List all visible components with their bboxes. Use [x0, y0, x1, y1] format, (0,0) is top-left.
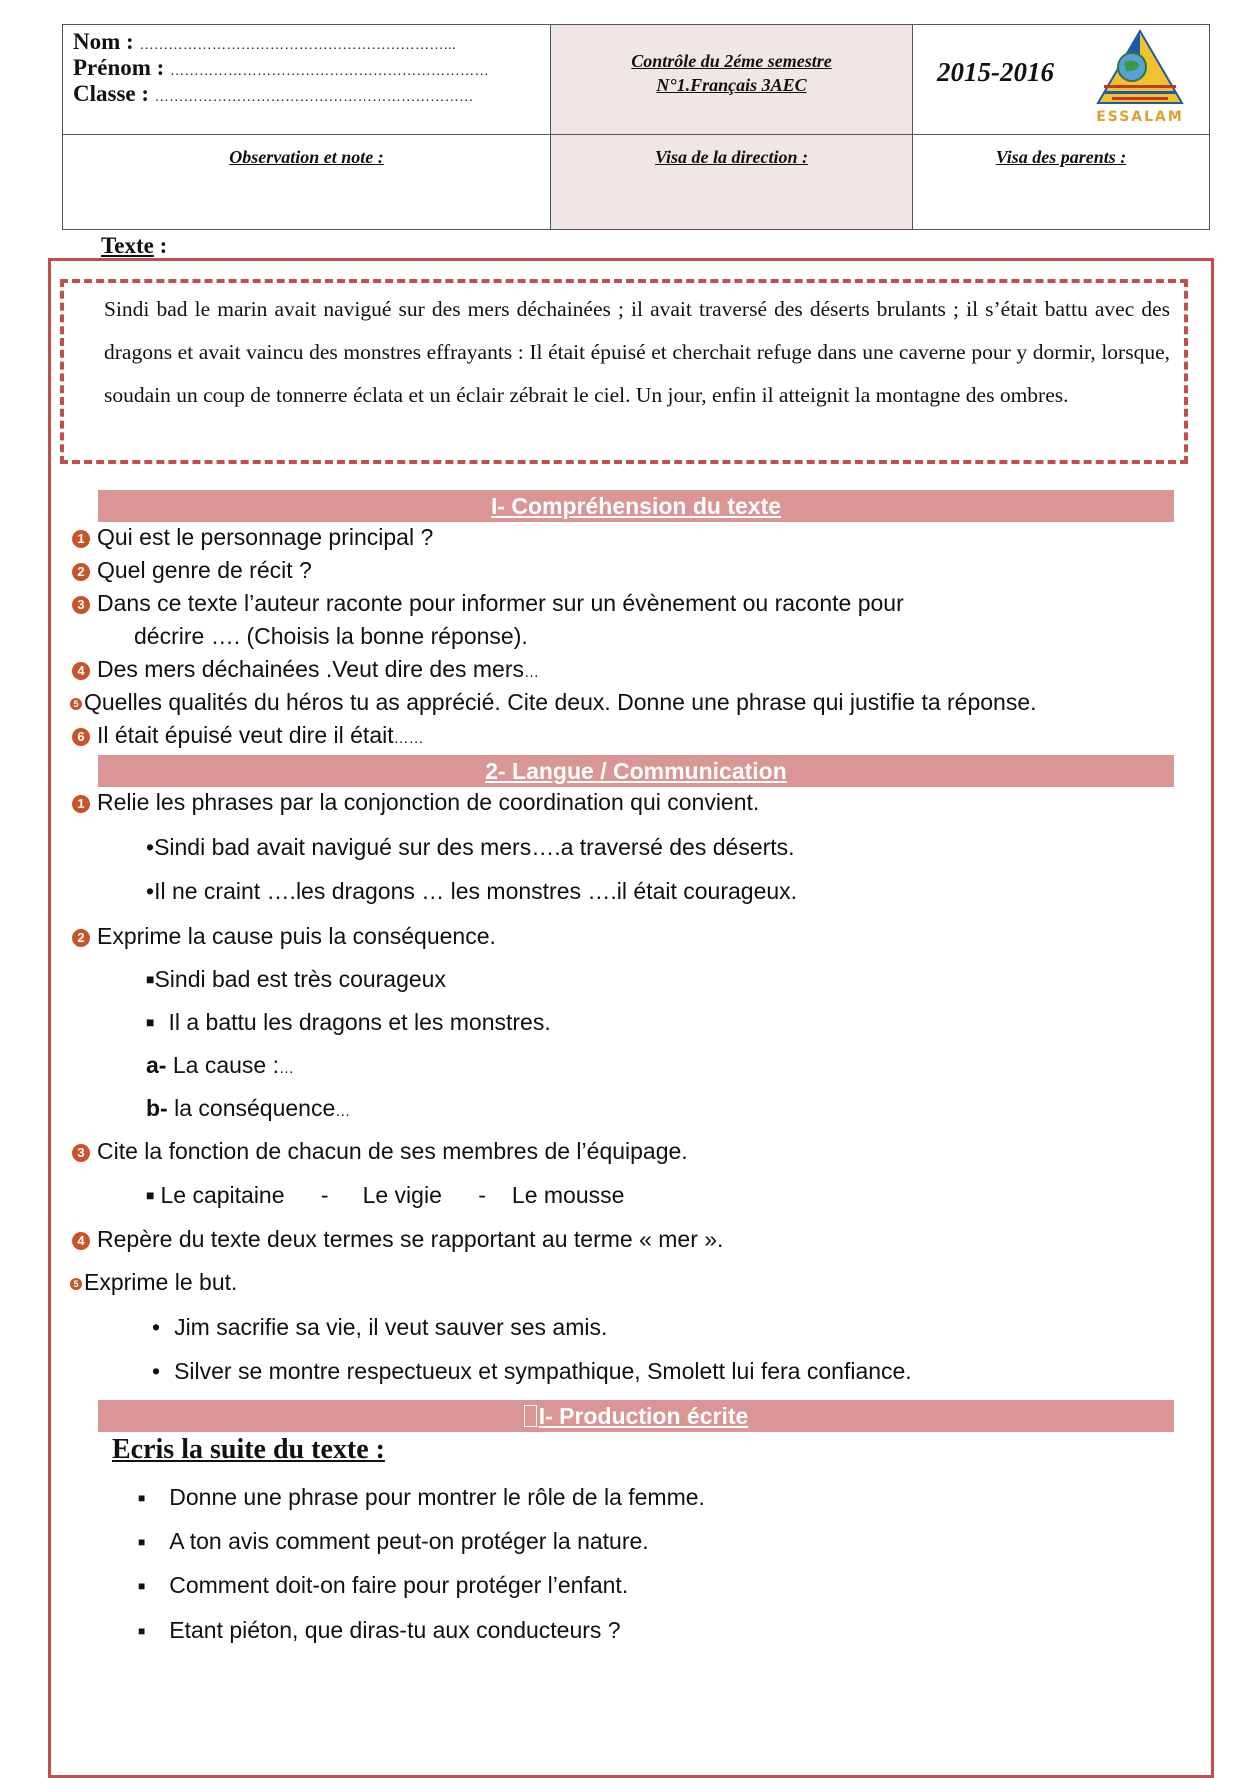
prenom-label: Prénom : [73, 55, 165, 80]
question-2-3 [72, 1138, 688, 1165]
nom-label: Nom : [73, 29, 134, 54]
writing-item-1 [138, 1484, 705, 1511]
writing-item-2 [138, 1528, 649, 1555]
writing-item-4 [138, 1617, 621, 1644]
question-2-5 [70, 1269, 237, 1296]
sentence-text: Sindi bad est très courageux [154, 966, 446, 992]
exam-subtitle: N°1.Français 3AEC [656, 75, 807, 95]
question-1-2 [72, 557, 312, 584]
answer-blank[interactable]: … [335, 1103, 351, 1120]
number-1-icon: 1 [72, 795, 90, 813]
section-langue-title: 2- Langue / Communication [98, 755, 1174, 787]
question-text: Exprime la cause puis la conséquence. [97, 923, 496, 949]
reading-passage: Sindi bad le marin avait navigué sur des mers déchainées ; il avait traversé des déserts brulants ; il s’était battu avec des dragons et avait vaincu des monstres effrayants : Il était épuisé et cherchait refuge dans une caverne pour y dormir, lorsque, soudain un coup de tonnerre éclata et un éclair zébrait le ciel. Un jour, enfin il atteignit la montagne des ombres. [104, 297, 1170, 407]
sentence-2-5-b [152, 1358, 912, 1385]
number-3-icon: 3 [72, 1144, 90, 1162]
answer-blank[interactable]: … [278, 1060, 294, 1077]
writing-item-text: Donne une phrase pour montrer le rôle de la femme. [169, 1484, 705, 1510]
bullet-square-icon: ■ [138, 1624, 146, 1638]
question-text: Repère du texte deux termes se rapportant au terme « mer ». [97, 1226, 724, 1252]
separator: - [320, 1182, 329, 1208]
question-2-1 [72, 789, 759, 816]
visa-parents-label: Visa des parents : [995, 147, 1127, 167]
nom-line [73, 29, 456, 55]
school-year: 2015-2016 [937, 57, 1054, 87]
bullet-square-icon: ■ [146, 971, 155, 987]
question-2-2 [72, 923, 496, 950]
section-comprehension-title: I- Compréhension du texte [98, 490, 1174, 522]
answer-blank[interactable]: …… [393, 730, 424, 747]
question-text: Des mers déchainées .Veut dire des mers [97, 656, 524, 682]
classe-label: Classe : [73, 81, 150, 106]
question-text: Cite la fonction de chacun de ses membres de l’équipage. [97, 1138, 688, 1164]
prenom-line [73, 55, 489, 81]
bullet-dot-icon: • [146, 878, 155, 904]
bullet-square-icon: ■ [138, 1579, 146, 1593]
prenom-field[interactable]: ………………………………………………………… [170, 64, 490, 79]
sentence-2-5-a [152, 1314, 607, 1341]
bullet-square-icon: ■ [138, 1535, 146, 1549]
answer-blank[interactable]: … [523, 664, 539, 681]
question-text: Exprime le but. [84, 1269, 238, 1295]
separator: - [478, 1182, 486, 1208]
visa-parents-cell[interactable] [913, 135, 1209, 229]
consequence-line [146, 1095, 350, 1122]
consequence-label: la conséquence [167, 1095, 336, 1121]
crew-member-vigie: Le vigie [362, 1182, 442, 1208]
exam-title-cell [551, 25, 913, 135]
cause-letter: a- [146, 1052, 167, 1078]
sentence-text: Il ne craint ….les dragons … les monstres ….il était courageux. [154, 878, 798, 904]
visa-direction-label: Visa de la direction : [655, 147, 808, 167]
number-4-icon: 4 [72, 662, 90, 680]
writing-item-text: Comment doit-on faire pour protéger l’enfant. [169, 1572, 629, 1598]
cause-label: La cause : [166, 1052, 279, 1078]
cause-line [146, 1052, 294, 1079]
writing-item-text: Etant piéton, que diras-tu aux conducteurs ? [169, 1617, 621, 1643]
number-6-icon: 6 [72, 728, 90, 746]
number-2-icon: 2 [72, 929, 90, 947]
crew-members-line [146, 1182, 624, 1209]
crew-member-capitaine: Le capitaine [160, 1182, 285, 1208]
bullet-dot-icon: • [146, 834, 155, 860]
observation-cell[interactable] [63, 135, 551, 229]
bullet-square-icon: ■ [138, 1491, 146, 1505]
section-production-title-text: I- Production écrite [538, 1403, 749, 1429]
bullet-square-icon: ■ [146, 1187, 155, 1203]
consequence-letter: b- [146, 1095, 168, 1121]
question-text: Relie les phrases par la conjonction de coordination qui convient. [97, 789, 760, 815]
logo-emblem-icon [1088, 29, 1192, 109]
sentence-2-1-b [146, 878, 797, 905]
question-text: Qui est le personnage principal ? [97, 524, 434, 550]
sentence-text: Silver se montre respectueux et sympathique, Smolett lui fera confiance. [174, 1358, 912, 1384]
observation-label: Observation et note : [229, 147, 384, 167]
number-3-icon: 3 [72, 596, 90, 614]
section-production-title [98, 1400, 1174, 1432]
sentence-2-2-a [146, 966, 446, 993]
missing-glyph-icon [524, 1405, 537, 1427]
question-1-4 [72, 656, 539, 683]
question-text: Il était épuisé veut dire il était [97, 722, 394, 748]
bullet-square-icon: ■ [146, 1014, 155, 1030]
texte-heading-word: Texte [101, 233, 154, 258]
writing-item-text: A ton avis comment peut-on protéger la nature. [169, 1528, 649, 1554]
exam-title: Contrôle du 2éme semestre [631, 51, 832, 71]
number-5-icon: 5 [70, 698, 82, 710]
number-1-icon: 1 [72, 530, 90, 548]
question-1-5 [70, 689, 1037, 716]
texte-heading-colon: : [153, 233, 168, 258]
bullet-dot-icon: • [152, 1314, 161, 1340]
school-logo [1088, 29, 1192, 131]
question-text: Quel genre de récit ? [97, 557, 312, 583]
question-text: Quelles qualités du héros tu as apprécié. Cite deux. Donne une phrase qui justifie ta réponse. [84, 689, 1037, 715]
sentence-text: Sindi bad avait navigué sur des mers….a traversé des déserts. [154, 834, 795, 860]
question-2-4 [72, 1226, 723, 1253]
sentence-text: Jim sacrifie sa vie, il veut sauver ses amis. [174, 1314, 608, 1340]
classe-line [73, 81, 474, 107]
visa-direction-cell[interactable] [551, 135, 913, 229]
question-text: Dans ce texte l’auteur raconte pour informer sur un évènement ou raconte pour [97, 590, 904, 616]
number-2-icon: 2 [72, 563, 90, 581]
question-1-3-continued: décrire …. (Choisis la bonne réponse). [134, 623, 528, 649]
sentence-text: Il a battu les dragons et les monstres. [168, 1009, 551, 1035]
question-1-1 [72, 524, 433, 551]
question-1-3 [72, 590, 904, 617]
question-1-6 [72, 722, 424, 749]
logo-text: ESSALAM [1096, 109, 1184, 125]
sentence-2-2-b [146, 1009, 551, 1036]
reading-passage-box [60, 279, 1188, 464]
texte-heading [101, 233, 167, 259]
crew-member-mousse: Le mousse [511, 1182, 625, 1208]
student-id-cell [63, 25, 551, 135]
number-5-icon: 5 [70, 1278, 82, 1290]
writing-prompt-heading: Ecris la suite du texte : [112, 1434, 385, 1465]
header-table [62, 24, 1210, 230]
classe-field[interactable]: ………………………………………………………… [154, 90, 474, 105]
year-cell [913, 25, 1209, 135]
sentence-2-1-a [146, 834, 795, 861]
number-4-icon: 4 [72, 1232, 90, 1250]
bullet-dot-icon: • [152, 1358, 161, 1384]
writing-item-3 [138, 1572, 628, 1599]
nom-field[interactable]: ………………………………………………………... [139, 38, 456, 53]
